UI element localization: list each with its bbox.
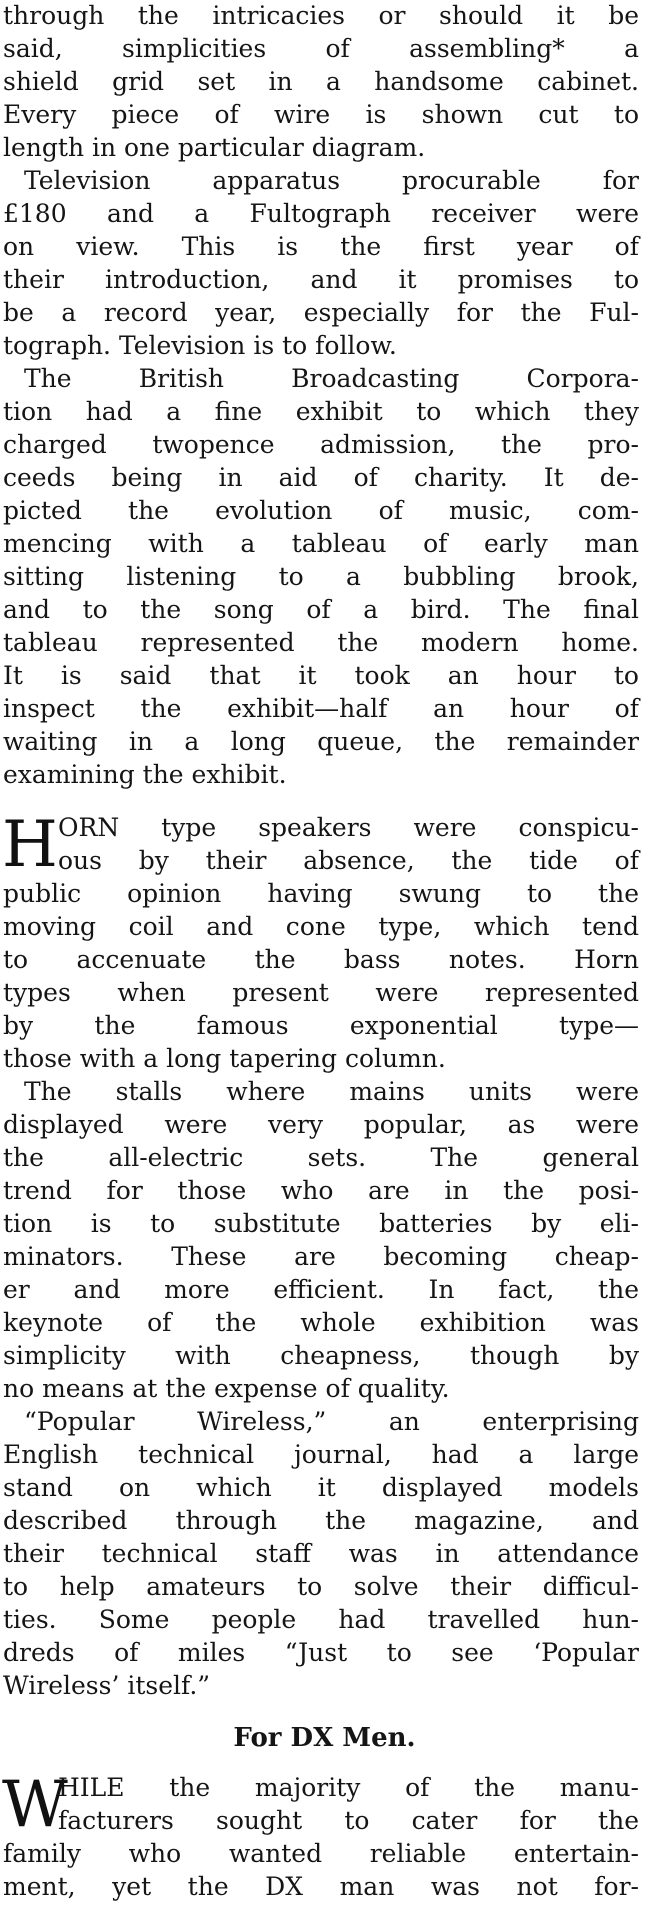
text-line: moving coil and cone type, which tend [3,912,639,941]
text-line: minators. These are becoming cheap- [3,1242,639,1271]
text-line: mencing with a tableau of early man [3,529,639,558]
text-line: to help amateurs to solve their difficul- [3,1572,639,1601]
text-line: no means at the expense of quality. [3,1374,450,1403]
text-line: types when present were represented [3,978,639,1007]
text-line: The stalls where mains units were [24,1077,639,1106]
text-line: inspect the exhibit—half an hour of [3,694,639,723]
text-line: waiting in a long queue, the remainder [3,727,639,756]
drop-cap: W [2,1768,68,1842]
text-line: picted the evolution of music, com- [3,496,639,525]
text-line: said, simplicities of assembling* a [3,34,639,63]
text-line: trend for those who are in the posi- [3,1176,639,1205]
text-line: tableau represented the modern home. [3,628,639,657]
text-line: ment, yet the DX man was not for- [3,1872,639,1901]
text-line: facturers sought to cater for the [58,1806,639,1835]
text-line: The British Broadcasting Corpora- [24,364,639,393]
text-line: ceeds being in aid of charity. It de- [3,463,639,492]
text-line: their technical staff was in attendance [3,1539,639,1568]
text-line: Wireless’ itself.” [3,1671,211,1700]
text-line: family who wanted reliable entertain- [3,1839,639,1868]
text-line: It is said that it took an hour to [3,661,639,690]
text-line: Television apparatus procurable for [24,166,639,195]
text-line: keynote of the whole exhibition was [3,1308,639,1337]
text-line: and to the song of a bird. The final [3,595,639,624]
text-line: described through the magazine, and [3,1506,639,1535]
text-line: displayed were very popular, as were [3,1110,639,1139]
text-line: their introduction, and it promises to [3,265,639,294]
text-line: Every piece of wire is shown cut to [3,100,639,129]
text-line: English technical journal, had a large [3,1440,639,1469]
text-line: £180 and a Fultograph receiver were [3,199,639,228]
text-line: through the intricacies or should it be [3,1,639,30]
text-line: sitting listening to a bubbling brook, [3,562,639,591]
text-line: dreds of miles “Just to see ‘Popular [3,1638,639,1667]
drop-cap: H [2,808,58,882]
text-line: examining the exhibit. [3,760,287,789]
text-line: to accenuate the bass notes. Horn [3,945,639,974]
text-line: those with a long tapering column. [3,1044,446,1073]
text-line: HILE the majority of the manu- [58,1773,639,1802]
text-line: ous by their absence, the tide of [58,846,639,875]
text-line: charged twopence admission, the pro- [3,430,639,459]
text-line: ties. Some people had travelled hun- [3,1605,639,1634]
text-line: on view. This is the first year of [3,232,639,261]
section-heading: For DX Men. [233,1723,416,1753]
text-line: tion is to substitute batteries by eli- [3,1209,639,1238]
text-line: simplicity with cheapness, though by [3,1341,639,1370]
text-line: tograph. Television is to follow. [3,331,397,360]
text-line: length in one particular diagram. [3,133,426,162]
text-line: public opinion having swung to the [3,879,639,908]
text-line: by the famous exponential type— [3,1011,639,1040]
text-line: er and more efficient. In fact, the [3,1275,639,1304]
text-line: stand on which it displayed models [3,1473,639,1502]
text-line: shield grid set in a handsome cabinet. [3,67,639,96]
text-line: ORN type speakers were conspicu- [58,813,639,842]
text-line: tion had a fine exhibit to which they [3,397,639,426]
text-line: “Popular Wireless,” an enterprising [24,1407,639,1436]
text-line: the all-electric sets. The general [3,1143,639,1172]
text-line: be a record year, especially for the Ful- [3,298,639,327]
